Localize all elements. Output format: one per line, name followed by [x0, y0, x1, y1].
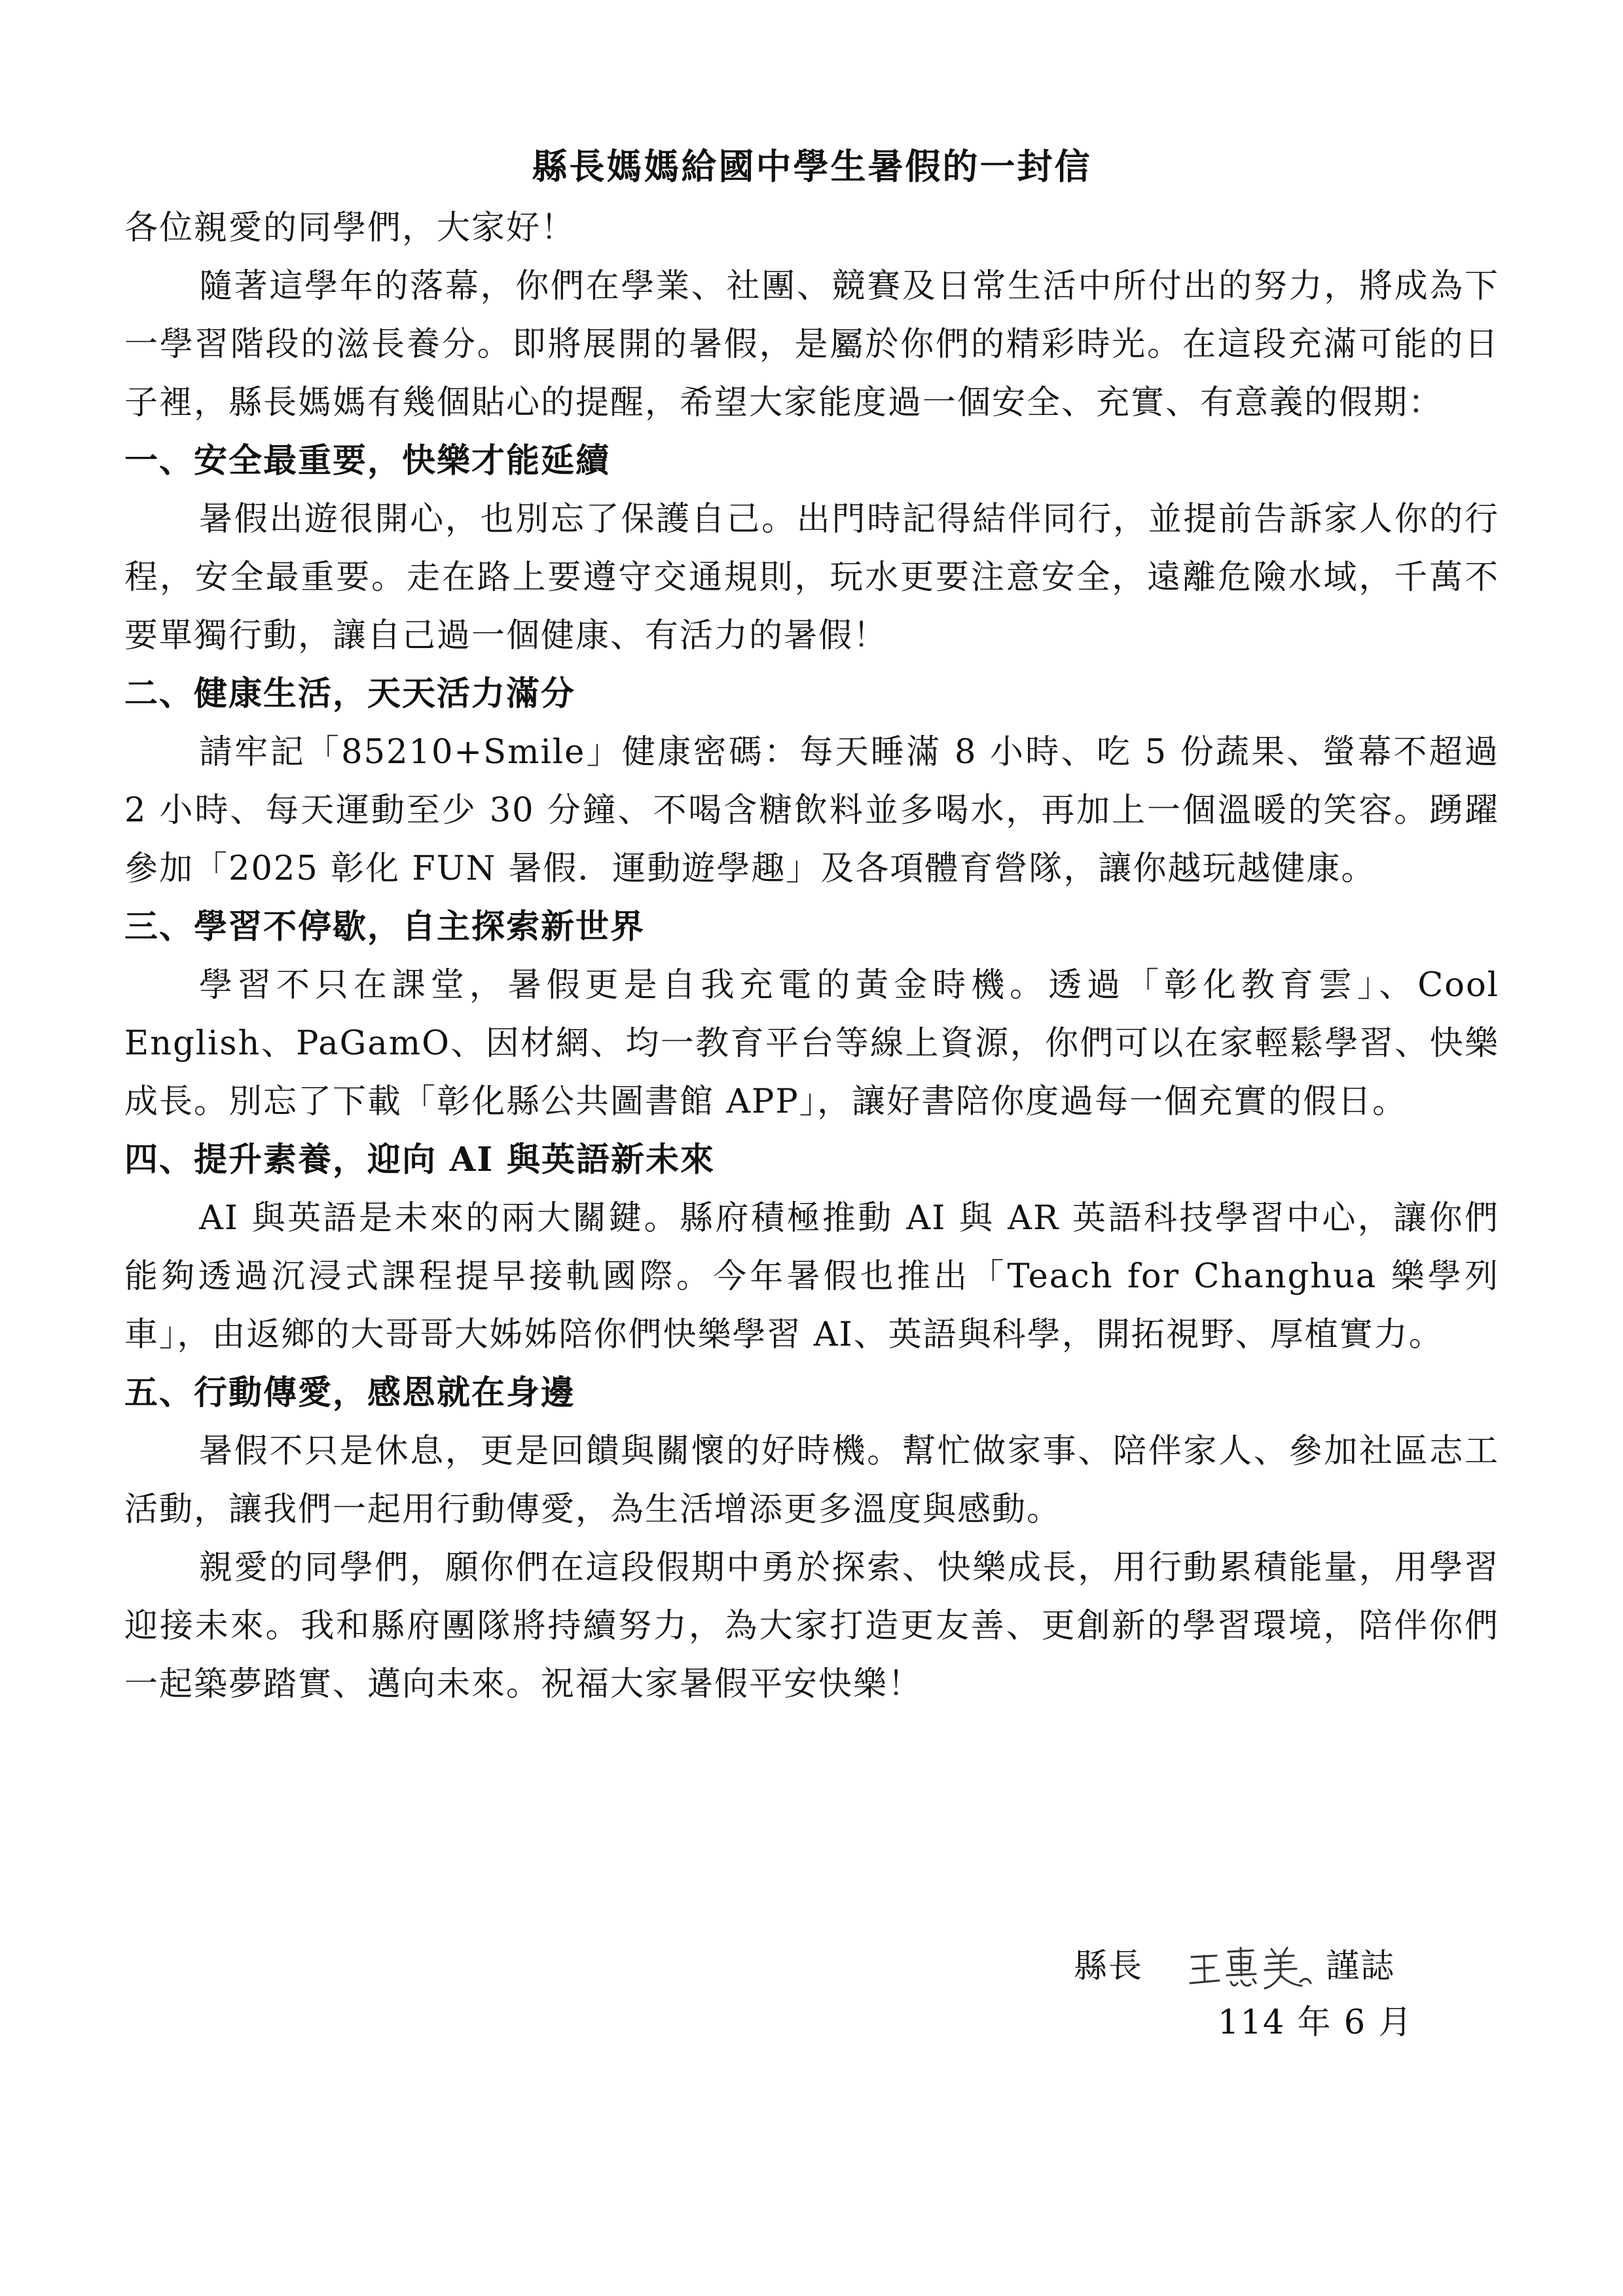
- closing-paragraph: 親愛的同學們，願你們在這段假期中勇於探索、快樂成長，用行動累積能量，用學習迎接未來。我和縣府團隊將持續努力，為大家打造更友善、更創新的學習環境，陪伴你們一起築夢踏實、邁向未來。祝福大家暑假平安快樂！: [124, 1549, 1499, 1704]
- section-heading-ai-english: 四、提升素養，迎向 AI 與英語新未來: [124, 1140, 715, 1179]
- section-heading-learning: 三、學習不停歇，自主探索新世界: [124, 907, 646, 946]
- section-body-ai-english: AI 與英語是未來的兩大關鍵。縣府積極推動 AI 與 AR 英語科技學習中心，讓你們能夠透過沉浸式課程提早接軌國際。今年暑假也推出「Teach for Changhua 樂學列車」，由返鄉的大哥哥大姊姊陪你們快樂學習 AI、英語與科學，開拓視野、厚植實力。: [124, 1199, 1499, 1354]
- section-body-gratitude: 暑假不只是休息，更是回饋與關懷的好時機。幫忙做家事、陪伴家人、參加社區志工活動，讓我們一起用行動傳愛，為生活增添更多溫度與感動。: [124, 1432, 1499, 1529]
- signature-closing: 謹誌: [1326, 1947, 1396, 1986]
- section-body-health: 請牢記「85210+Smile」健康密碼：每天睡滿 8 小時、吃 5 份蔬果、螢幕不超過 2 小時、每天運動至少 30 分鐘、不喝含糖飲料並多喝水，再加上一個溫暖的笑容。踴躍參加「2025 彰化 FUN 暑假．運動遊學趣」及各項體育營隊，讓你越玩越健康。: [124, 733, 1499, 888]
- intro-paragraph: 隨著這學年的落幕，你們在學業、社團、競賽及日常生活中所付出的努力，將成為下一學習階段的滋長養分。即將展開的暑假，是屬於你們的精彩時光。在這段充滿可能的日子裡，縣長媽媽有幾個貼心的提醒，希望大家能度過一個安全、充實、有意義的假期：: [124, 267, 1499, 422]
- letter-date: 114 年 6 月: [1218, 2003, 1413, 2042]
- section-body-learning: 學習不只在課堂，暑假更是自我充電的黃金時機。透過「彰化教育雲」、Cool English、PaGamO、因材網、均一教育平台等線上資源，你們可以在家輕鬆學習、快樂成長。別忘了下載「彰化縣公共圖書館 APP」，讓好書陪你度過每一個充實的假日。: [124, 966, 1499, 1121]
- section-body-safety: 暑假出遊很開心，也別忘了保護自己。出門時記得結伴同行，並提前告訴家人你的行程，安全最重要。走在路上要遵守交通規則，玩水更要注意安全，遠離危險水域，千萬不要單獨行動，讓自己過一個健康、有活力的暑假！: [124, 500, 1499, 655]
- section-heading-health: 二、健康生活，天天活力滿分: [124, 674, 576, 713]
- page-title: 縣長媽媽給國中學生暑假的一封信: [532, 145, 1092, 187]
- signature-title: 縣長: [1074, 1947, 1144, 1986]
- handwritten-signature: [1185, 1943, 1316, 1994]
- section-heading-gratitude: 五、行動傳愛，感恩就在身邊: [124, 1373, 576, 1412]
- section-heading-safety: 一、安全最重要，快樂才能延續: [124, 441, 611, 480]
- greeting: 各位親愛的同學們，大家好！: [124, 209, 576, 247]
- signature-block: [1074, 1937, 1467, 1996]
- letter-body: [124, 143, 1499, 1713]
